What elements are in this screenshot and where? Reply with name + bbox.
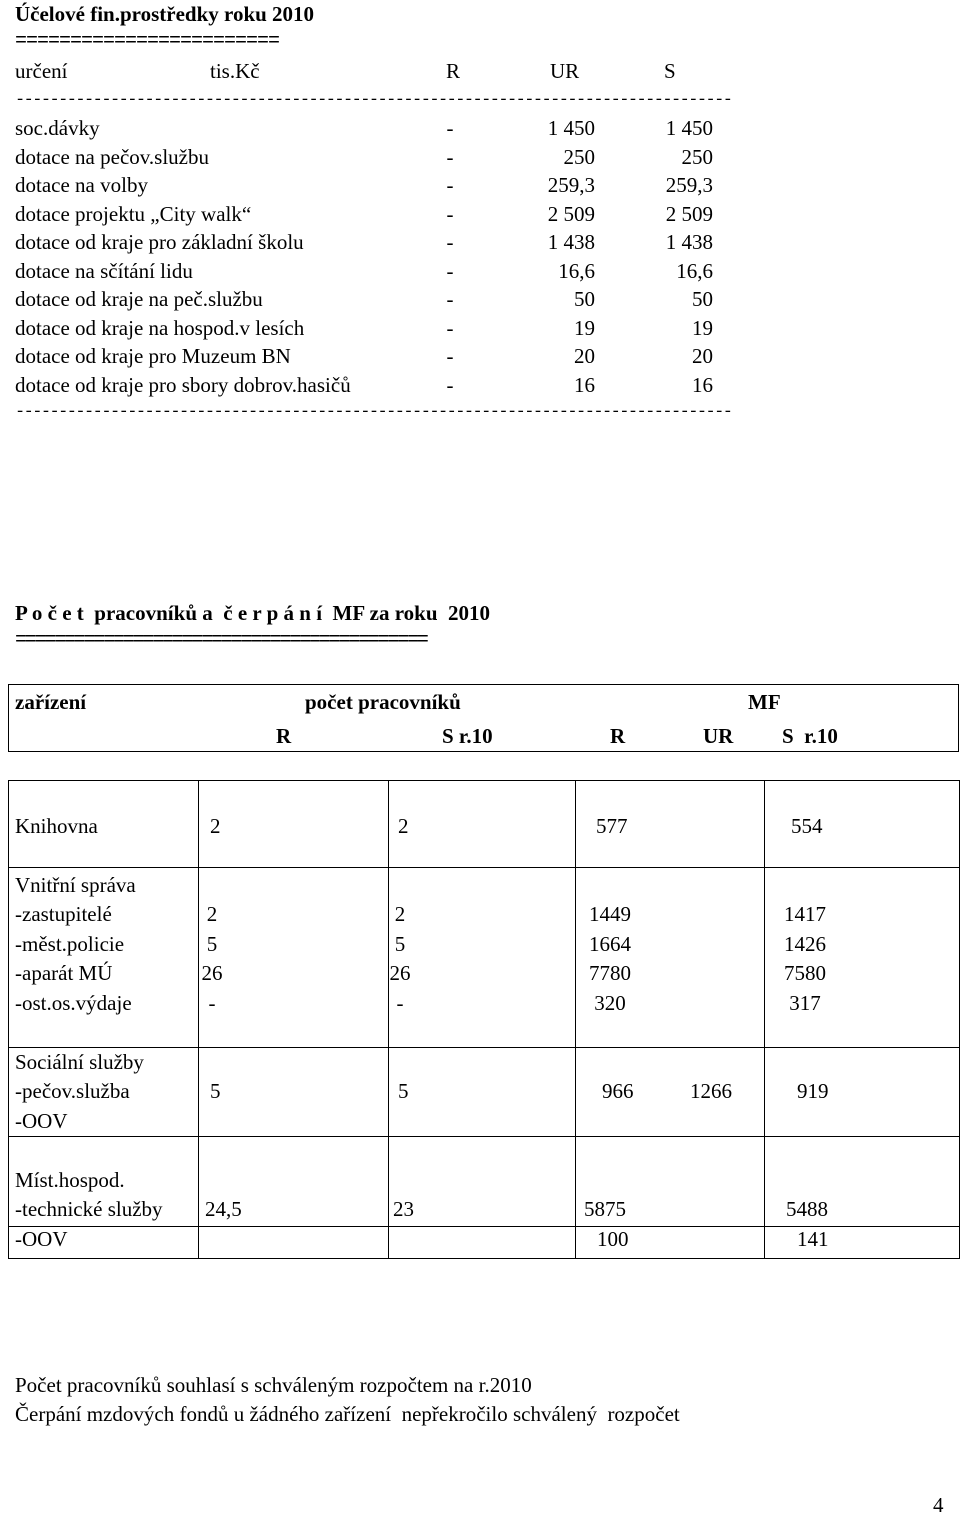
subsidy-s-value: 250 — [681, 144, 713, 169]
vnitrni-row-r: 26 — [201, 961, 223, 986]
subsidy-label: dotace na pečov.službu — [15, 144, 209, 169]
col-r1: R — [276, 724, 292, 748]
vnitrni-row-mf-r: 1449 — [589, 902, 631, 926]
subsidy-r-value: - — [446, 201, 454, 226]
col-s2: S r.10 — [782, 724, 838, 748]
subsidy-r-value: - — [446, 116, 454, 140]
subsidy-ur-value: 16 — [574, 372, 595, 397]
pecov-mf-ur: 1266 — [690, 1079, 732, 1103]
vnitrni-row-r: 5 — [206, 931, 218, 956]
subsidy-label: dotace od kraje pro základní školu — [15, 230, 304, 254]
vnitrni-row-mf-s: 1417 — [784, 902, 826, 926]
mistni-oov-label: -OOV — [15, 1227, 68, 1251]
knihovna-label: Knihovna — [15, 814, 98, 838]
subsidy-label: dotace projektu „City walk“ — [15, 201, 252, 226]
subsidy-s-value: 2 509 — [665, 201, 713, 226]
vnitrni-row-mf-r: 1664 — [589, 931, 631, 956]
subsidy-s-value: 19 — [692, 315, 713, 340]
vnitrni-row-s: 26 — [389, 961, 411, 986]
subsidy-ur-value: 250 — [563, 144, 595, 169]
vnitrni-row-label: -zastupitelé — [15, 902, 112, 926]
vnitrni-row-mf-s: 317 — [789, 990, 821, 1015]
footer-line2: Čerpání mzdových fondů u žádného zařízení nepřekročilo schválený rozpočet — [15, 1402, 680, 1426]
knihovna-s: 2 — [398, 814, 409, 838]
knihovna-r: 2 — [210, 814, 221, 838]
subsidy-r-value: - — [446, 287, 454, 311]
tech-mf-s: 5488 — [786, 1197, 828, 1221]
header-unit: tis.Kč — [210, 59, 260, 83]
section2-underline: ========================================== — [15, 629, 427, 652]
pecov-label: -pečov.služba — [15, 1079, 130, 1103]
socialni-heading: Sociální služby — [15, 1050, 144, 1074]
bottom-divider: ----------------------------------------------------------------------------------- — [15, 403, 732, 422]
col-ur: UR — [703, 724, 734, 748]
vnitrni-row-s: - — [396, 990, 404, 1015]
staff-table — [8, 780, 960, 1259]
vnitrni-row-s: 5 — [394, 931, 406, 956]
vnitrni-row-label: -aparát MÚ — [15, 961, 113, 986]
subsidy-s-value: 259,3 — [665, 173, 713, 197]
subsidy-r-value: - — [446, 230, 454, 254]
subsidy-s-value: 20 — [692, 344, 713, 368]
vnitrni-row-mf-s: 1426 — [784, 931, 826, 956]
vnitrni-row-r: 2 — [206, 902, 218, 926]
subsidy-r-value: - — [446, 258, 454, 283]
top-divider: ----------------------------------------------------------------------------------- — [15, 91, 732, 110]
mistni-oov-mf-r: 100 — [597, 1227, 629, 1251]
header-label: určení — [15, 59, 68, 83]
subsidy-s-value: 16,6 — [676, 258, 713, 283]
subsidy-label: dotace od kraje pro Muzeum BN — [15, 344, 291, 368]
subsidy-s-value: 1 438 — [665, 230, 713, 254]
col-s1: S r.10 — [442, 724, 493, 748]
col-pocet: počet pracovníků — [305, 690, 461, 714]
subsidy-label: soc.dávky — [15, 116, 100, 140]
tech-s: 23 — [393, 1197, 414, 1221]
tech-label: -technické služby — [15, 1197, 163, 1221]
header-s: S — [664, 59, 676, 83]
subsidy-label: dotace od kraje na hospod.v lesích — [15, 315, 305, 340]
tech-mf-r: 5875 — [584, 1197, 626, 1221]
section2-title: P o č e t pracovníků a č e r p á n í MF za roku 2010 — [15, 601, 491, 625]
mistni-heading: Míst.hospod. — [15, 1168, 125, 1192]
vnitrni-row-mf-r: 320 — [594, 990, 626, 1015]
subsidy-ur-value: 259,3 — [547, 173, 595, 197]
subsidy-r-value: - — [446, 173, 454, 197]
subsidy-label: dotace od kraje na peč.službu — [15, 287, 263, 311]
subsidy-ur-value: 50 — [574, 287, 595, 311]
subsidy-s-value: 16 — [692, 372, 713, 397]
subsidy-r-value: - — [446, 372, 454, 397]
pecov-s: 5 — [398, 1079, 409, 1103]
page-number: 4 — [933, 1493, 944, 1517]
section1-title: Účelové fin.prostředky roku 2010 — [15, 2, 315, 26]
footer-line1: Počet pracovníků souhlasí s schváleným rozpočtem na r.2010 — [15, 1373, 532, 1397]
subsidy-ur-value: 1 438 — [547, 230, 595, 254]
subsidy-ur-value: 16,6 — [558, 258, 595, 283]
subsidy-s-value: 1 450 — [665, 116, 713, 140]
header-ur: UR — [550, 59, 580, 83]
knihovna-mf-s: 554 — [791, 814, 823, 838]
knihovna-mf-r: 577 — [596, 814, 628, 838]
vnitrni-row-label: -ost.os.výdaje — [15, 990, 132, 1015]
tech-r: 24,5 — [205, 1197, 242, 1221]
mistni-oov-mf-s: 141 — [797, 1227, 829, 1251]
subsidy-r-value: - — [446, 344, 454, 368]
vnitrni-heading: Vnitřní správa — [15, 873, 136, 897]
subsidy-r-value: - — [446, 144, 454, 169]
subsidy-label: dotace na sčítání lidu — [15, 258, 193, 283]
vnitrni-row-s: 2 — [394, 902, 406, 926]
subsidy-label: dotace od kraje pro sbory dobrov.hasičů — [15, 372, 351, 397]
vnitrni-row-mf-r: 7780 — [589, 961, 631, 986]
vnitrni-row-mf-s: 7580 — [784, 961, 826, 986]
header-r: R — [446, 59, 461, 83]
vnitrni-row-r: - — [208, 990, 216, 1015]
pecov-r: 5 — [210, 1079, 221, 1103]
socialni-oov-label: -OOV — [15, 1109, 68, 1133]
table-row — [9, 868, 960, 1048]
col-r2: R — [610, 724, 626, 748]
pecov-mf-r: 966 — [602, 1079, 634, 1103]
subsidy-ur-value: 2 509 — [547, 201, 595, 226]
subsidy-label: dotace na volby — [15, 173, 148, 197]
vnitrni-row-label: -měst.policie — [15, 931, 125, 956]
col-mf: MF — [748, 690, 781, 714]
subsidy-ur-value: 20 — [574, 344, 595, 368]
title-underline: ======================== — [15, 30, 280, 53]
subsidy-r-value: - — [446, 315, 454, 340]
subsidy-ur-value: 19 — [574, 315, 595, 340]
subsidy-ur-value: 1 450 — [547, 116, 595, 140]
col-zarizeni: zařízení — [15, 690, 87, 714]
pecov-mf-s: 919 — [797, 1079, 829, 1103]
subsidy-s-value: 50 — [692, 287, 713, 311]
